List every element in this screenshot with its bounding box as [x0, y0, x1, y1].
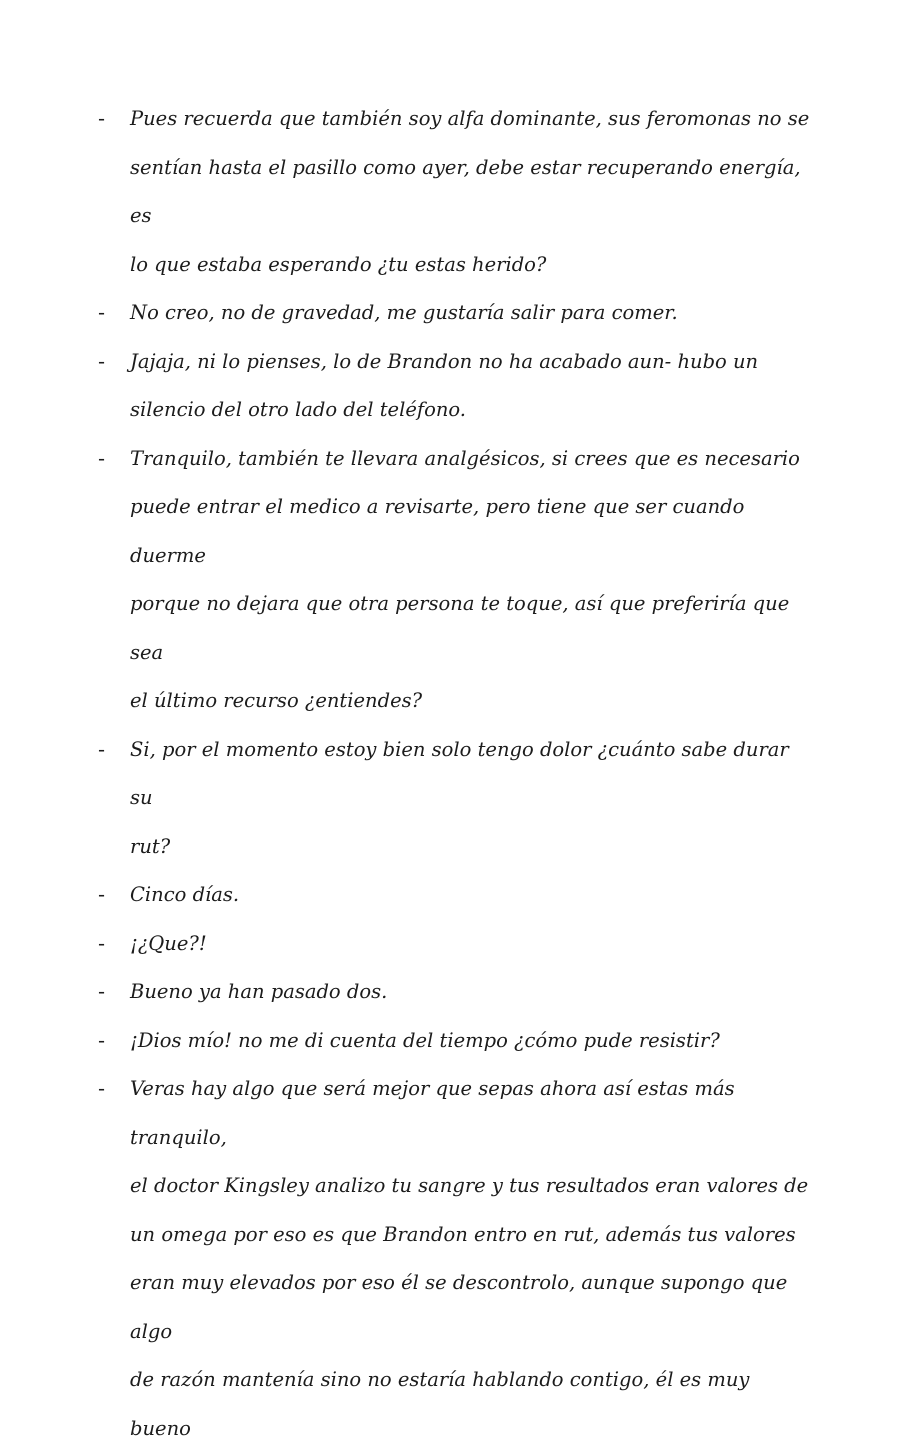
text-line: un omega por eso es que Brandon entro en rut, además tus valores — [130, 1222, 796, 1246]
text-line: ¡Dios mío! no me di cuenta del tiempo ¿cómo pude resistir? — [130, 1028, 720, 1052]
text-line: el último recurso ¿entiendes? — [130, 689, 423, 712]
dash-bullet: - — [98, 980, 106, 1003]
text-line: eran muy elevados por eso él se descontrolo, aunque supongo que algo — [130, 1271, 788, 1343]
text-line: el doctor Kingsley analizo tu sangre y tus resultados eran valores de — [130, 1174, 809, 1197]
text-line: silencio del otro lado del teléfono. — [130, 398, 466, 421]
dialogue-item — [94, 920, 814, 969]
text-line: sentían hasta el pasillo como ayer, debe estar recuperando energía, es — [130, 155, 801, 227]
dash-bullet: - — [98, 446, 106, 470]
dialogue-item — [94, 289, 814, 338]
dialogue-item — [94, 871, 814, 920]
dialogue-item — [94, 968, 814, 1017]
dash-bullet: - — [98, 1077, 106, 1100]
dialogue-item — [94, 1065, 814, 1453]
text-line: porque no dejara que otra persona te toque, así que preferiría que sea — [130, 592, 790, 664]
dialogue-item — [94, 338, 814, 435]
text-line: Veras hay algo que será mejor que sepas ahora así estas más tranquilo, — [130, 1077, 735, 1149]
dash-bullet: - — [98, 107, 106, 130]
text-line: Jajaja, ni lo pienses, lo de Brandon no ha acabado aun- hubo un — [130, 349, 759, 373]
dialogue-item — [94, 435, 814, 726]
dash-bullet: - — [98, 349, 106, 373]
dialogue-item — [94, 1017, 814, 1066]
text-line: puede entrar el medico a revisarte, pero tiene que ser cuando duerme — [130, 495, 745, 567]
dialogue-item — [94, 726, 814, 872]
text-line: Cinco días. — [130, 883, 240, 906]
text-line: Pues recuerda que también soy alfa dominante, sus feromonas no se — [130, 107, 810, 130]
dash-bullet: - — [98, 301, 106, 324]
text-line: lo que estaba esperando ¿tu estas herido? — [130, 252, 547, 276]
dash-bullet: - — [98, 1028, 106, 1052]
dialogue-item — [94, 95, 814, 289]
dialogue-list — [94, 95, 814, 1453]
text-line: de razón mantenía sino no estaría hablando contigo, él es muy bueno — [130, 1368, 750, 1440]
dash-bullet: - — [98, 737, 106, 761]
dash-bullet: - — [98, 931, 106, 955]
text-line: Tranquilo, también te llevara analgésicos, si crees que es necesario — [130, 446, 800, 470]
text-line: ¡¿Que?! — [130, 931, 207, 955]
text-line: No creo, no de gravedad, me gustaría salir para comer. — [130, 301, 678, 324]
dash-bullet: - — [98, 883, 106, 906]
text-line: Si, por el momento estoy bien solo tengo dolor ¿cuánto sabe durar su — [130, 737, 789, 809]
text-line: rut? — [130, 834, 171, 858]
text-line: Bueno ya han pasado dos. — [130, 980, 388, 1003]
